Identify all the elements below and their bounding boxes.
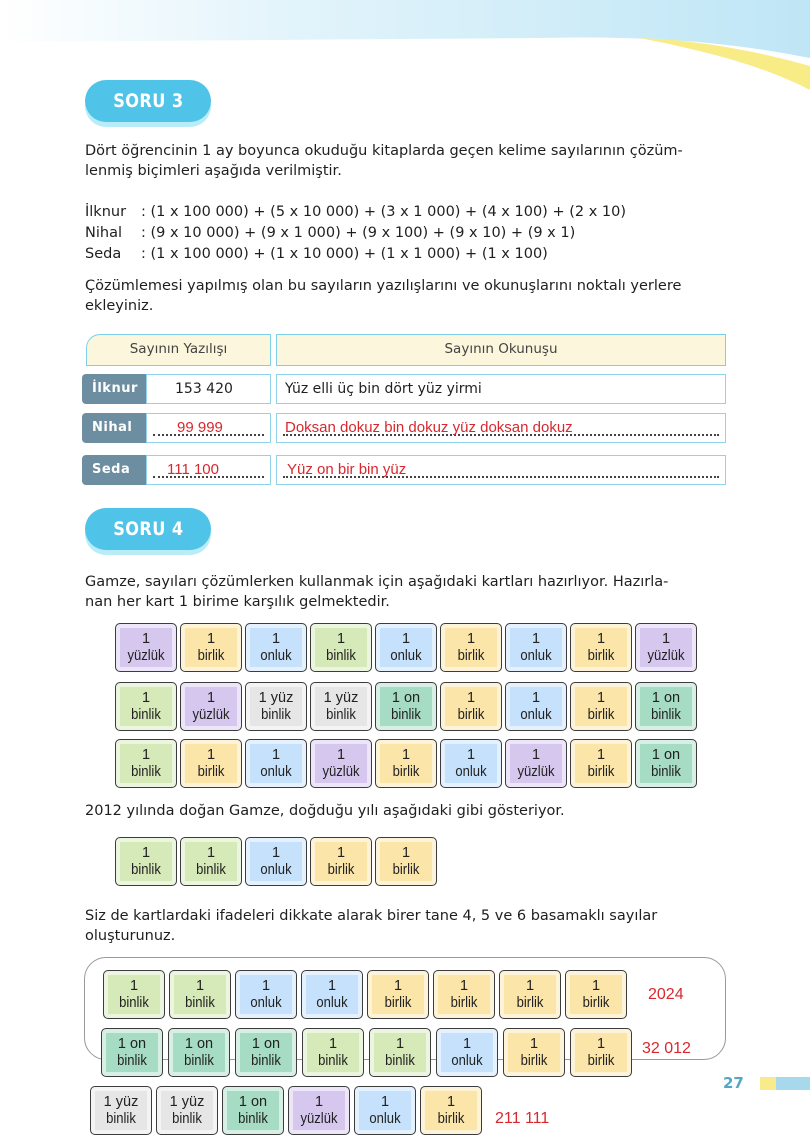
value-card-onluk xyxy=(354,1086,416,1135)
value-card-binlik xyxy=(101,1028,163,1077)
value-card-birlik xyxy=(570,1028,632,1077)
card-unit: binlik xyxy=(131,862,161,878)
value-card-yüzlük xyxy=(288,1086,350,1135)
question-4-badge: SORU 4 xyxy=(85,508,211,550)
card-unit: birlik xyxy=(587,707,615,723)
card-unit: yüzlük xyxy=(647,648,685,664)
card-unit: binlik xyxy=(117,1053,147,1069)
value-card-binlik xyxy=(369,1028,431,1077)
card-count: 1 xyxy=(336,747,346,763)
card-count: 1 xyxy=(336,845,346,861)
card-count: 1 xyxy=(271,747,281,763)
card-unit: binlik xyxy=(238,1111,268,1127)
card-unit: birlik xyxy=(587,764,615,780)
card-count: 1 xyxy=(531,747,541,763)
written-answer-field[interactable]: 111 100 xyxy=(146,455,271,485)
value-card-binlik xyxy=(635,682,697,731)
card-unit: binlik xyxy=(261,707,291,723)
card-unit: onluk xyxy=(260,862,292,878)
card-count: 1 xyxy=(328,1036,338,1052)
card-count: 1 xyxy=(206,845,216,861)
card-unit: birlik xyxy=(450,995,478,1011)
card-unit: birlik xyxy=(587,648,615,664)
expression-row: Nihal : (9 x 10 000) + (9 x 1 000) + (9 x 100) + (9 x 10) + (9 x 1) xyxy=(85,225,576,241)
value-card-birlik xyxy=(433,970,495,1019)
table-header-written: Sayının Yazılışı xyxy=(86,334,271,366)
card-count: 1 xyxy=(459,978,469,994)
card-count: 1 xyxy=(462,1036,472,1052)
value-card-onluk xyxy=(301,970,363,1019)
card-unit: birlik xyxy=(392,764,420,780)
value-card-birlik xyxy=(570,739,632,788)
value-card-binlik xyxy=(235,1028,297,1077)
reading-answer-field[interactable]: Doksan dokuz bin dokuz yüz doksan dokuz xyxy=(276,413,726,443)
value-card-onluk xyxy=(505,682,567,731)
card-count: 1 on xyxy=(651,690,681,706)
card-unit: onluk xyxy=(369,1111,401,1127)
value-card-onluk xyxy=(235,970,297,1019)
q3-intro: Dört öğrencinin 1 ay boyunca okuduğu kitaplarda geçen kelime sayılarının çözüm- lenmiş biçimleri aşağıda verilmiştir. xyxy=(85,143,683,179)
card-unit: yüzlük xyxy=(192,707,230,723)
year-text: 2012 yılında doğan Gamze, doğduğu yılı aşağıdaki gibi gösteriyor. xyxy=(85,803,565,819)
table-header-reading: Sayının Okunuşu xyxy=(276,334,726,366)
value-card-binlik xyxy=(375,682,437,731)
value-card-onluk xyxy=(245,623,307,672)
card-unit: binlik xyxy=(318,1053,348,1069)
card-count: 1 xyxy=(206,690,216,706)
card-count: 1 xyxy=(141,690,151,706)
card-count: 1 xyxy=(596,690,606,706)
answer-6-digit: 211 111 xyxy=(495,1110,550,1127)
card-unit: binlik xyxy=(196,862,226,878)
card-count: 1 xyxy=(596,1036,606,1052)
value-card-yüzlük xyxy=(180,682,242,731)
value-card-birlik xyxy=(420,1086,482,1135)
card-unit: birlik xyxy=(437,1111,465,1127)
card-unit: binlik xyxy=(131,764,161,780)
card-count: 1 xyxy=(446,1094,456,1110)
card-count: 1 on xyxy=(117,1036,147,1052)
card-count: 1 xyxy=(525,978,535,994)
card-unit: birlik xyxy=(327,862,355,878)
card-unit: binlik xyxy=(251,1053,281,1069)
card-unit: binlik xyxy=(106,1111,136,1127)
card-unit: yüzlük xyxy=(322,764,360,780)
card-count: 1 xyxy=(141,747,151,763)
card-count: 1 xyxy=(466,690,476,706)
value-card-binlik xyxy=(115,739,177,788)
card-unit: binlik xyxy=(391,707,421,723)
value-card-yüzlük xyxy=(115,623,177,672)
value-card-binlik xyxy=(635,739,697,788)
written-answer-field[interactable]: 99 999 xyxy=(146,413,271,443)
card-unit: binlik xyxy=(184,1053,214,1069)
value-card-birlik xyxy=(565,970,627,1019)
card-unit: yüzlük xyxy=(127,648,165,664)
value-card-birlik xyxy=(180,739,242,788)
value-card-binlik xyxy=(310,623,372,672)
value-card-birlik xyxy=(310,837,372,886)
value-card-birlik xyxy=(440,623,502,672)
card-count: 1 xyxy=(206,747,216,763)
card-count: 1 xyxy=(466,631,476,647)
value-card-yüzlük xyxy=(505,739,567,788)
card-count: 1 xyxy=(401,631,411,647)
row-name-ilknur: İlknur xyxy=(82,374,146,404)
card-count: 1 on xyxy=(184,1036,214,1052)
answer-5-digit: 32 012 xyxy=(642,1040,691,1057)
card-unit: onluk xyxy=(260,648,292,664)
value-card-binlik xyxy=(103,970,165,1019)
card-count: 1 xyxy=(529,1036,539,1052)
value-card-yüzlük xyxy=(635,623,697,672)
value-card-birlik xyxy=(499,970,561,1019)
value-card-birlik xyxy=(503,1028,565,1077)
written-cell: 153 420 xyxy=(146,374,271,404)
card-count: 1 xyxy=(141,631,151,647)
card-count: 1 xyxy=(206,631,216,647)
card-count: 1 xyxy=(661,631,671,647)
card-count: 1 xyxy=(314,1094,324,1110)
card-count: 1 on xyxy=(391,690,421,706)
value-card-binlik xyxy=(222,1086,284,1135)
value-card-binlik xyxy=(115,682,177,731)
value-card-binlik xyxy=(245,682,307,731)
card-unit: birlik xyxy=(516,995,544,1011)
card-unit: onluk xyxy=(455,764,487,780)
value-card-birlik xyxy=(367,970,429,1019)
card-unit: binlik xyxy=(185,995,215,1011)
card-unit: onluk xyxy=(316,995,348,1011)
card-count: 1 xyxy=(261,978,271,994)
card-unit: birlik xyxy=(587,1053,615,1069)
card-unit: birlik xyxy=(457,707,485,723)
value-card-onluk xyxy=(245,837,307,886)
card-unit: onluk xyxy=(390,648,422,664)
page-number: 27 xyxy=(723,1074,744,1092)
q3-instruction: Çözümlemesi yapılmış olan bu sayıların yazılışlarını ve okunuşlarını noktalı yerlere ekleyiniz. xyxy=(85,278,682,314)
card-count: 1 xyxy=(466,747,476,763)
card-count: 1 xyxy=(395,1036,405,1052)
expression-row: Seda : (1 x 100 000) + (1 x 10 000) + (1 x 1 000) + (1 x 100) xyxy=(85,246,548,262)
card-count: 1 on xyxy=(651,747,681,763)
value-card-onluk xyxy=(505,623,567,672)
value-card-binlik xyxy=(156,1086,218,1135)
value-card-binlik xyxy=(90,1086,152,1135)
value-card-birlik xyxy=(570,682,632,731)
answer-4-digit: 2024 xyxy=(648,986,684,1003)
value-card-onluk xyxy=(245,739,307,788)
reading-answer-field[interactable]: Yüz on bir bin yüz xyxy=(276,455,726,485)
card-unit: binlik xyxy=(326,707,356,723)
card-unit: onluk xyxy=(520,648,552,664)
value-card-birlik xyxy=(180,623,242,672)
card-count: 1 xyxy=(336,631,346,647)
card-count: 1 on xyxy=(238,1094,268,1110)
card-unit: binlik xyxy=(131,707,161,723)
card-count: 1 xyxy=(271,845,281,861)
card-count: 1 xyxy=(401,845,411,861)
value-card-binlik xyxy=(168,1028,230,1077)
card-unit: yüzlük xyxy=(300,1111,338,1127)
value-card-birlik xyxy=(570,623,632,672)
card-unit: birlik xyxy=(392,862,420,878)
card-count: 1 xyxy=(141,845,151,861)
card-count: 1 on xyxy=(251,1036,281,1052)
card-unit: binlik xyxy=(326,648,356,664)
value-card-binlik xyxy=(169,970,231,1019)
card-count: 1 xyxy=(596,747,606,763)
card-unit: binlik xyxy=(651,707,681,723)
row-name-seda: Seda xyxy=(82,455,146,485)
value-card-birlik xyxy=(375,739,437,788)
row-name-nihal: Nihal xyxy=(82,413,146,443)
card-count: 1 xyxy=(531,690,541,706)
card-count: 1 xyxy=(195,978,205,994)
reading-cell: Yüz elli üç bin dört yüz yirmi xyxy=(276,374,726,404)
expression-row: İlknur : (1 x 100 000) + (5 x 10 000) + (3 x 1 000) + (4 x 100) + (2 x 10) xyxy=(85,204,626,220)
card-count: 1 yüz xyxy=(103,1094,139,1110)
header-decoration xyxy=(0,0,810,90)
card-unit: onluk xyxy=(250,995,282,1011)
card-unit: birlik xyxy=(582,995,610,1011)
card-count: 1 xyxy=(401,747,411,763)
card-unit: onluk xyxy=(260,764,292,780)
q4-intro: Gamze, sayıları çözümlerken kullanmak için aşağıdaki kartları hazırlıyor. Hazırla- nan her kart 1 birime karşılık gelmektedir. xyxy=(85,574,669,610)
card-unit: binlik xyxy=(385,1053,415,1069)
value-card-onluk xyxy=(375,623,437,672)
card-unit: onluk xyxy=(451,1053,483,1069)
card-unit: binlik xyxy=(651,764,681,780)
card-count: 1 yüz xyxy=(169,1094,205,1110)
value-card-onluk xyxy=(436,1028,498,1077)
card-count: 1 xyxy=(393,978,403,994)
q3-expressions xyxy=(85,202,626,265)
value-card-yüzlük xyxy=(310,739,372,788)
card-count: 1 yüz xyxy=(323,690,359,706)
value-card-binlik xyxy=(115,837,177,886)
card-unit: birlik xyxy=(520,1053,548,1069)
card-unit: binlik xyxy=(119,995,149,1011)
value-card-onluk xyxy=(440,739,502,788)
card-unit: onluk xyxy=(520,707,552,723)
q4-task: Siz de kartlardaki ifadeleri dikkate alarak birer tane 4, 5 ve 6 basamaklı sayılar oluşturunuz. xyxy=(85,908,658,944)
card-count: 1 xyxy=(591,978,601,994)
card-count: 1 xyxy=(531,631,541,647)
value-card-binlik xyxy=(302,1028,364,1077)
page-number-bar xyxy=(760,1077,810,1090)
card-count: 1 xyxy=(271,631,281,647)
card-count: 1 xyxy=(380,1094,390,1110)
card-unit: birlik xyxy=(197,648,225,664)
card-unit: binlik xyxy=(172,1111,202,1127)
value-card-birlik xyxy=(375,837,437,886)
question-3-badge: SORU 3 xyxy=(85,80,211,122)
value-card-birlik xyxy=(440,682,502,731)
card-unit: yüzlük xyxy=(517,764,555,780)
value-card-binlik xyxy=(180,837,242,886)
card-unit: birlik xyxy=(457,648,485,664)
card-unit: birlik xyxy=(384,995,412,1011)
card-count: 1 xyxy=(596,631,606,647)
card-count: 1 xyxy=(129,978,139,994)
value-card-binlik xyxy=(310,682,372,731)
card-count: 1 yüz xyxy=(258,690,294,706)
card-count: 1 xyxy=(327,978,337,994)
card-unit: birlik xyxy=(197,764,225,780)
